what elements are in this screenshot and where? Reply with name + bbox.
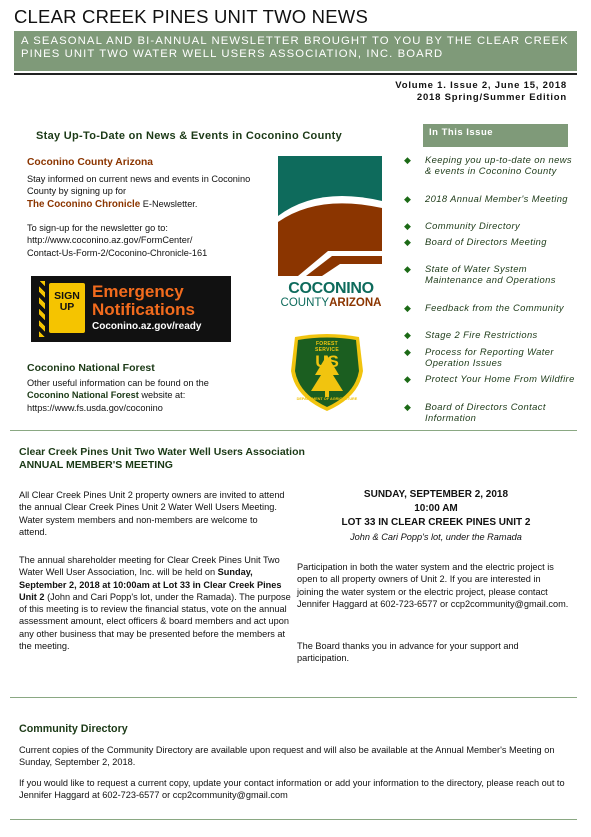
forest-service-us: US [315, 352, 339, 371]
community-directory-title: Community Directory [19, 723, 128, 735]
diamond-bullet-icon: ◆ [404, 303, 411, 313]
section-divider [10, 430, 577, 431]
emergency-line-2: Notifications [92, 300, 195, 319]
issue-item-label: Feedback from the Community [425, 302, 564, 313]
diamond-bullet-icon: ◆ [404, 402, 411, 412]
meeting-heading-2: ANNUAL MEMBER'S MEETING [19, 459, 173, 471]
forest-service-department: DEPARTMENT OF AGRICULTURE [296, 397, 358, 401]
meeting-location: LOT 33 IN CLEAR CREEK PINES UNIT 2 [341, 517, 531, 528]
forest-link: Coconino National Forest [27, 390, 139, 401]
meeting-paragraph-2 [19, 554, 291, 652]
emergency-url: Coconino.az.gov/ready [92, 321, 202, 332]
pencil-icon [39, 281, 45, 337]
meeting-p2-b: (John and Cari Popp's lot, under the Ramada). The purpose of this meeting is to review the financial status, vote on the annual assessment amount, elect officers & board members and act upon any other business that may be presented before the members at the meeting. [19, 591, 291, 652]
sign-up-badge [49, 283, 85, 333]
diamond-bullet-icon: ◆ [404, 330, 411, 340]
issue-item-label: Board of Directors Contact Information [425, 401, 546, 423]
issue-item-label: Keeping you up-to-date on news & events in Coconino County [425, 154, 572, 176]
forest-service-label: FOREST SERVICE [315, 341, 339, 353]
diamond-bullet-icon: ◆ [404, 374, 411, 384]
county-logo-county: COUNTY [280, 297, 330, 309]
masthead-rule [14, 73, 577, 75]
meeting-p2-a: The annual shareholder meeting for Clear Creek Pines Unit Two Water Well User Association, Inc. will be held on [19, 555, 280, 578]
issue-item-label: Stage 2 Fire Restrictions [425, 329, 538, 340]
issue-item-label: Protect Your Home From Wildfire [425, 373, 575, 384]
community-directory-paragraph-2: If you would like to request a current copy, update your contact information or add your information to the directory, please reach out to Jennifer Haggard at 602-723-6577 or ccp2community@gmail.com [19, 778, 565, 801]
issue-item-label: 2018 Annual Member's Meeting [425, 193, 568, 204]
section-divider [10, 819, 577, 820]
signup-url-2[interactable]: Contact-Us-Form-2/Coconino-Chronicle-161 [27, 247, 208, 258]
chronicle-name: The Coconino Chronicle [27, 198, 141, 210]
forest-title: Coconino National Forest [27, 362, 155, 374]
newsletter-subtitle: A SEASONAL AND BI-ANNUAL NEWSLETTER BROUGHT TO YOU BY THE CLEAR CREEK PINES UNIT TWO WATER WELL USERS ASSOCIATION, INC. BOARD [21, 35, 569, 60]
edition-line: 2018 Spring/Summer Edition [416, 92, 567, 103]
meeting-location-note: John & Cari Popp's lot, under the Ramada [350, 532, 522, 542]
county-logo-state-name: ARIZONA [329, 297, 382, 309]
forest-url[interactable]: https://www.fs.usda.gov/coconino [27, 402, 163, 413]
signup-url-1[interactable]: http://www.coconino.az.gov/FormCenter/ [27, 235, 193, 246]
meeting-paragraph-1: All Clear Creek Pines Unit 2 property owners are invited to attend the annual Clear Creek Pines Unit 2 Water Well Users Meeting. Water system members and non-members are welcome to attend. [19, 490, 285, 537]
community-directory-paragraph-1: Current copies of the Community Directory are available upon request and will also be available at the Annual Member's Meeting on Sunday, September 2, 2018. [19, 745, 555, 768]
county-text-1: Stay informed on current news and events in Coconino County by signing up for [27, 174, 251, 197]
county-text [27, 173, 267, 211]
meeting-p2-bold: Sunday, September 2, 2018 at 10:00am at Lot 33 in Clear Creek Pines Unit 2 [19, 567, 282, 602]
diamond-bullet-icon: ◆ [404, 194, 411, 204]
meeting-paragraph-3: Participation in both the water system and the electric project is open to all property owners of Unit 2. If you are interested in joining the water system or the electric project, please contact Jennifer Haggard at 602-723-6577 or ccp2community@gmail.com. [297, 562, 569, 609]
forest-text [27, 377, 287, 414]
issue-item-label: Community Directory [425, 220, 521, 231]
issue-item-label: Process for Reporting Water Operation Issues [425, 346, 554, 368]
issue-item-label: Board of Directors Meeting [425, 236, 547, 247]
newsletter-title: CLEAR CREEK PINES UNIT TWO NEWS [14, 6, 368, 27]
county-logo-state [276, 297, 386, 309]
sign-up-word-2: UP [59, 301, 75, 313]
diamond-bullet-icon: ◆ [404, 237, 411, 247]
forest-text-2: website at: [138, 390, 186, 401]
signup-text [27, 222, 277, 259]
meeting-date: SUNDAY, SEPTEMBER 2, 2018 [363, 489, 509, 500]
in-this-issue-title: In This Issue [429, 127, 494, 138]
county-logo-word: COCONINO [288, 280, 374, 297]
signup-label: To sign-up for the newsletter go to: [27, 223, 168, 233]
issue-item-label: State of Water System Maintenance and Operations [425, 263, 556, 285]
diamond-bullet-icon: ◆ [404, 347, 411, 357]
emergency-line-1: Emergency [92, 282, 184, 301]
meeting-heading-1: Clear Creek Pines Unit Two Water Well Users Association [19, 446, 305, 458]
diamond-bullet-icon: ◆ [404, 264, 411, 274]
forest-text-1: Other useful information can be found on the [27, 378, 209, 388]
county-title: Coconino County Arizona [27, 157, 154, 168]
volume-line: Volume 1. Issue 2, June 15, 2018 [395, 80, 567, 91]
meeting-time: 10:00 AM [414, 503, 458, 514]
diamond-bullet-icon: ◆ [404, 155, 411, 165]
county-text-2: E-Newsletter. [140, 198, 198, 209]
section-divider [10, 697, 577, 698]
diamond-bullet-icon: ◆ [404, 221, 411, 231]
sign-up-word-1: SIGN [54, 290, 80, 302]
meeting-paragraph-4: The Board thanks you in advance for your support and participation. [297, 641, 519, 664]
coconino-section-heading: Stay Up-To-Date on News & Events in Coconino County [36, 130, 342, 142]
